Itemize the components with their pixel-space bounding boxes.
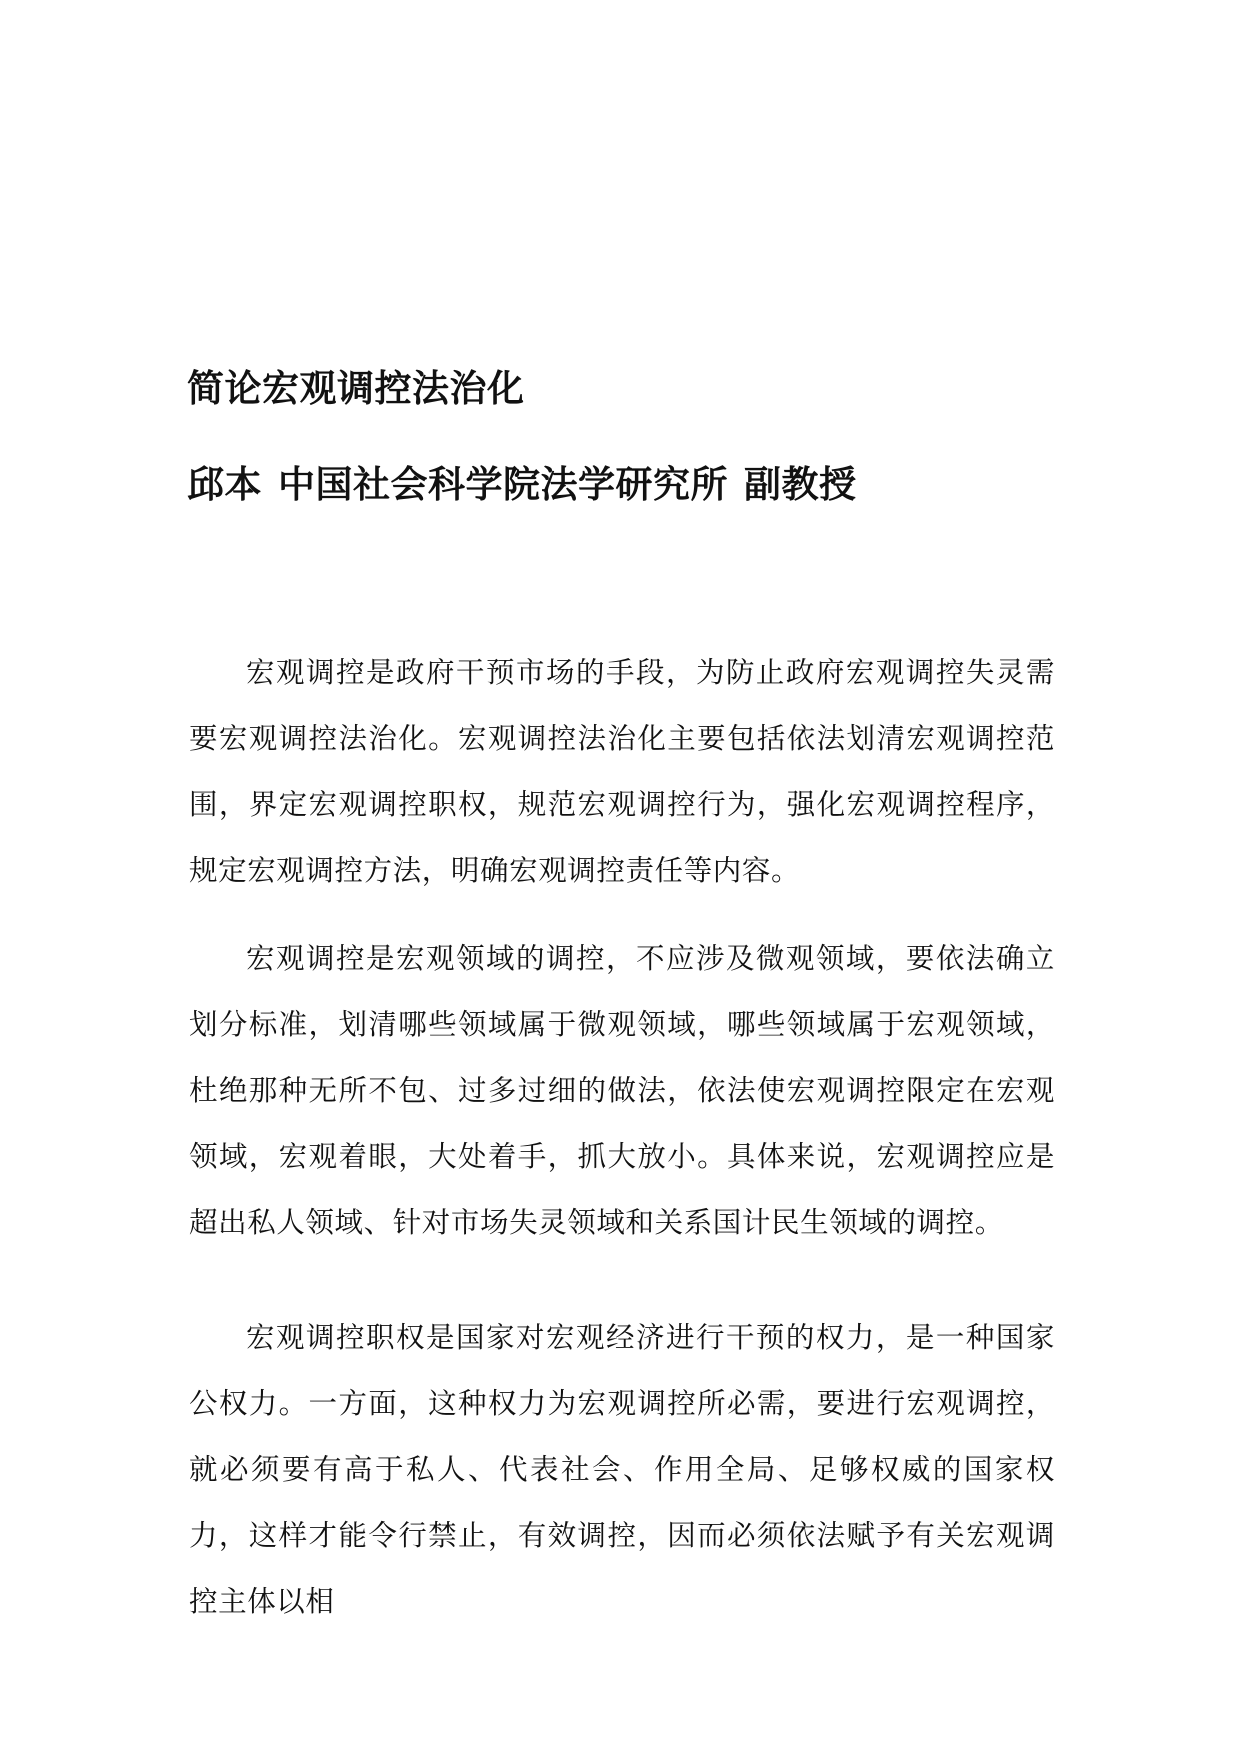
body-paragraph: 宏观调控职权是国家对宏观经济进行干预的权力，是一种国家公权力。一方面，这种权力为宏观调控所必需，要进行宏观调控，就必须要有高于私人、代表社会、作用全局、足够权威的国家权力，这样才能令行禁止，有效调控，因而必须依法赋予有关宏观调控主体以相 (189, 1321, 1055, 1618)
body-paragraph: 宏观调控是宏观领域的调控，不应涉及微观领域，要依法确立划分标准，划清哪些领域属于微观领域，哪些领域属于宏观领域，杜绝那种无所不包、过多过细的做法，依法使宏观调控限定在宏观领域，宏观着眼，大处着手，抓大放小。具体来说，宏观调控应是超出私人领域、针对市场失灵领域和关系国计民生领域的调控。 (189, 942, 1055, 1239)
author-position: 副教授 (744, 463, 857, 506)
document-title: 简论宏观调控法治化 (187, 367, 525, 410)
body-paragraph: 宏观调控是政府干预市场的手段，为防止政府宏观调控失灵需要宏观调控法治化。宏观调控法治化主要包括依法划清宏观调控范围，界定宏观调控职权，规范宏观调控行为，强化宏观调控程序，规定宏观调控方法，明确宏观调控责任等内容。 (189, 656, 1055, 887)
author-affiliation: 中国社会科学院法学研究所 (278, 463, 728, 506)
author-byline (187, 461, 857, 509)
author-name: 邱本 (187, 463, 262, 506)
